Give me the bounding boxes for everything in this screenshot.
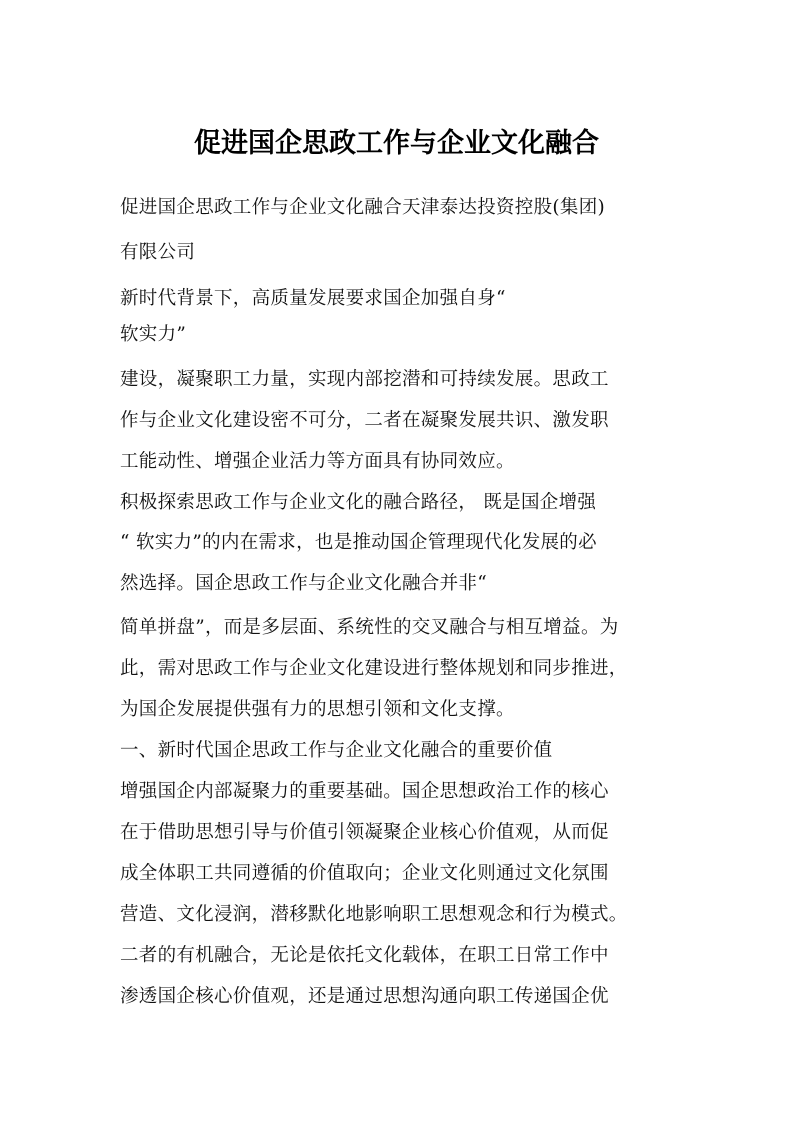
paragraph-line: 工能动性、增强企业活力等方面具有协同效应。 bbox=[120, 451, 515, 472]
paragraph-line: 增强国企内部凝聚力的重要基础。国企思想政治工作的核心 bbox=[120, 781, 609, 802]
paragraph-line: 成全体职工共同遵循的价值取向；企业文化则通过文化氛围 bbox=[120, 863, 609, 884]
paragraph-line: 有限公司 bbox=[120, 242, 196, 263]
paragraph-line: 渗透国企核心价值观，还是通过思想沟通向职工传递国企优 bbox=[120, 986, 609, 1007]
paragraph-line: “ 软实力”的内在需求，也是推动国企管理现代化发展的必 bbox=[120, 532, 597, 553]
section-heading: 一、新时代国企思政工作与企业文化融合的重要价值 bbox=[120, 740, 553, 761]
paragraph-line: 促进国企思政工作与企业文化融合天津泰达投资控股(集团) bbox=[120, 197, 606, 218]
paragraph-line: 在于借助思想引导与价值引领凝聚企业核心价值观，从而促 bbox=[120, 822, 609, 843]
paragraph-line: 为国企发展提供强有力的思想引领和文化支撑。 bbox=[120, 699, 515, 720]
paragraph-line: 营造、文化浸润，潜移默化地影响职工思想观念和行为模式。 bbox=[120, 904, 628, 925]
paragraph-line: 建设，凝聚职工力量，实现内部挖潜和可持续发展。思政工 bbox=[120, 369, 609, 390]
paragraph-line: 作与企业文化建设密不可分，二者在凝聚发展共识、激发职 bbox=[120, 410, 609, 431]
paragraph-line: 新时代背景下，高质量发展要求国企加强自身“ bbox=[120, 288, 506, 309]
paragraph-line: 简单拼盘”，而是多层面、系统性的交叉融合与相互增益。为 bbox=[120, 617, 619, 638]
paragraph-line: 积极探索思政工作与企业文化的融合路径， 既是国企增强 bbox=[120, 492, 597, 513]
paragraph-line: 此，需对思政工作与企业文化建设进行整体规划和同步推进， bbox=[120, 658, 628, 679]
paragraph-line: 然选择。国企思政工作与企业文化融合并非“ bbox=[120, 573, 487, 594]
document-title: 促进国企思政工作与企业文化融合 bbox=[194, 128, 599, 159]
paragraph-line: 二者的有机融合，无论是依托文化载体，在职工日常工作中 bbox=[120, 945, 609, 966]
paragraph-line: 软实力” bbox=[120, 324, 187, 345]
